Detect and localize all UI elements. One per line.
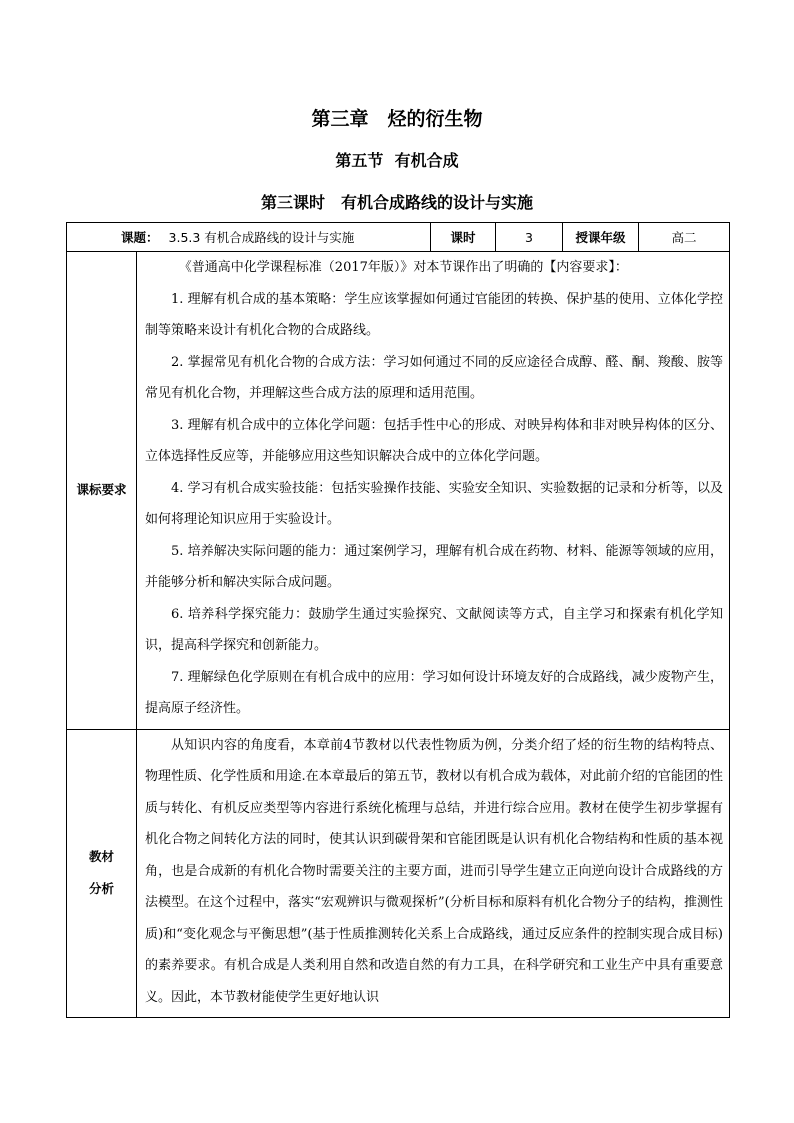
section-title: 第五节 有机合成 bbox=[335, 151, 459, 170]
analysis-label-line1: 教材 bbox=[88, 849, 114, 865]
analysis-label bbox=[67, 729, 137, 1018]
standards-row bbox=[67, 252, 730, 730]
analysis-text: 从知识内容的角度看，本章前4节教材以代表性物质为例，分类介绍了烃的衍生物的结构特点、物理性质、化学性质和用途.在本章最后的第五节，教材以有机合成为载体，对此前介绍的官能团的性质与转化、有机反应类型等内容进行系统化梳理与总结，并进行综合应用。教材在使学生初步掌握有机化合物之间转化方法的同时，使其认识到碳骨架和官能团既是认识有机化合物结构和性质的基本视角，也是合成新的有机化合物时需要关注的主要方面，进而引导学生建立正向逆向设计合成路线的方法模型。在这个过程中，落实“宏观辨识与微观探析”(分析目标和原料有机化合物分子的结构，推测性质)和“变化观念与平衡思想”(基于性质推测转化关系上合成路线，通过反应条件的控制实现合成目标)的素养要求。有机合成是人类利用自然和改造自然的有力工具，在科学研究和工业生产中具有重要意义。因此，本节教材能使学生更好地认识 bbox=[145, 737, 724, 1005]
standards-item-6: 6. 培养科学探究能力：鼓励学生通过实验探究、文献阅读等方式，自主学习和探索有机化学知识，提高科学探究和创新能力。 bbox=[145, 606, 724, 653]
standards-item-1: 1. 理解有机合成的基本策略：学生应该掌握如何通过官能团的转换、保护基的使用、立体化学控制等策略来设计有机化合物的合成路线。 bbox=[145, 291, 724, 338]
lesson-plan-table bbox=[66, 222, 730, 1018]
analysis-content bbox=[137, 729, 730, 1018]
standards-item-4: 4. 学习有机合成实验技能：包括实验操作技能、实验安全知识、实验数据的记录和分析等，以及如何将理论知识应用于实验设计。 bbox=[145, 480, 724, 527]
topic-label: 课题： bbox=[121, 230, 159, 245]
hours-value: 3 bbox=[496, 223, 563, 252]
standards-item-2: 2. 掌握常见有机化合物的合成方法：学习如何通过不同的反应途径合成醇、醛、酮、羧酸、胺等常见有机化合物，并理解这些合成方法的原理和适用范围。 bbox=[145, 354, 724, 401]
header-row bbox=[67, 223, 730, 252]
standards-item-7: 7. 理解绿色化学原则在有机合成中的应用：学习如何设计环境友好的合成路线，减少废物产生，提高原子经济性。 bbox=[145, 669, 724, 716]
analysis-label-line2: 分析 bbox=[88, 881, 114, 897]
standards-item-5: 5. 培养解决实际问题的能力：通过案例学习，理解有机合成在药物、材料、能源等领域的应用，并能够分析和解决实际合成问题。 bbox=[145, 543, 724, 590]
topic-cell bbox=[67, 223, 431, 252]
standards-label: 课标要求 bbox=[67, 252, 137, 730]
grade-value: 高二 bbox=[639, 223, 730, 252]
hours-label: 课时 bbox=[431, 223, 496, 252]
standards-content bbox=[137, 252, 730, 730]
grade-label: 授课年级 bbox=[563, 223, 639, 252]
standards-intro: 《普通高中化学课程标准（2017年版）》对本节课作出了明确的【内容要求】： bbox=[178, 260, 628, 275]
lesson-title: 第三课时 有机合成路线的设计与实施 bbox=[260, 193, 533, 212]
chapter-title: 第三章 烃的衍生物 bbox=[311, 108, 483, 130]
standards-item-3: 3. 理解有机合成中的立体化学问题：包括手性中心的形成、对映异构体和非对映异构体的区分、立体选择性反应等，并能够应用这些知识解决合成中的立体化学问题。 bbox=[145, 417, 724, 464]
topic-value: 3.5.3 有机合成路线的设计与实施 bbox=[168, 230, 355, 245]
analysis-row bbox=[67, 729, 730, 1018]
